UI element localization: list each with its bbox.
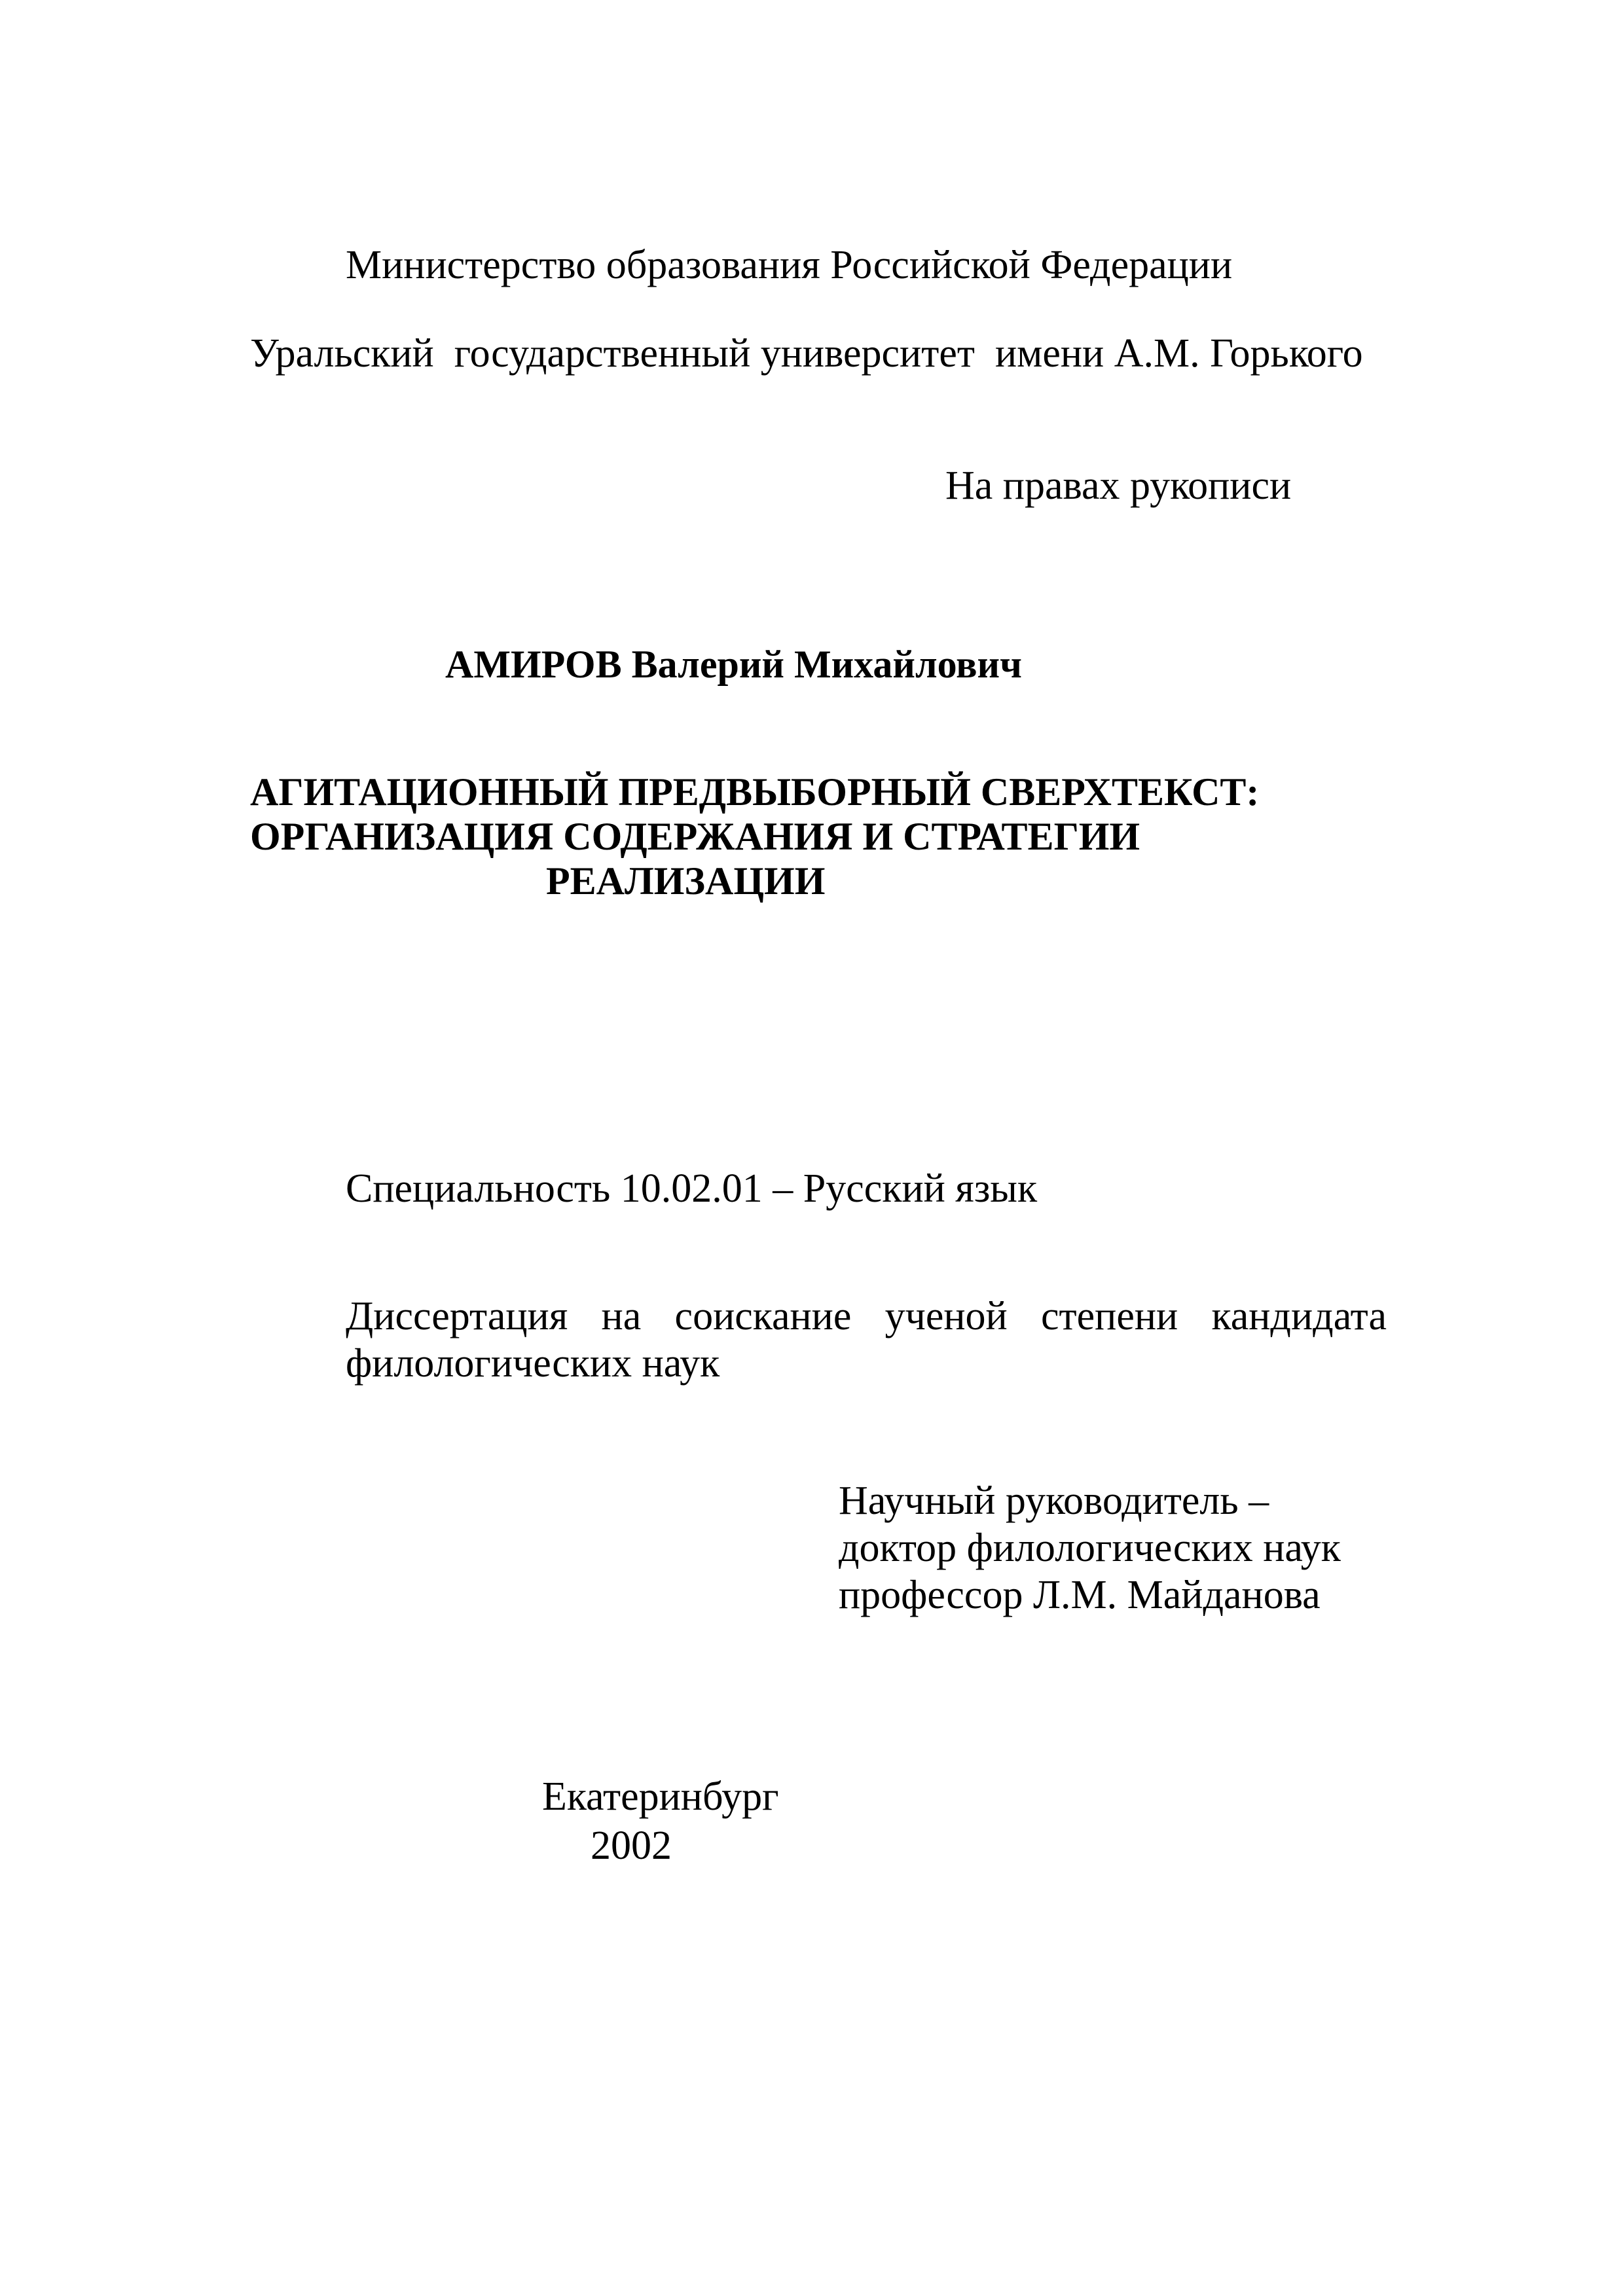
author-name: АМИРОВ Валерий Михайлович bbox=[445, 643, 1022, 686]
supervisor-block bbox=[839, 1477, 1341, 1619]
dissertation-word: степени bbox=[1041, 1294, 1178, 1338]
title-line-2: ОРГАНИЗАЦИЯ СОДЕРЖАНИЯ И СТРАТЕГИИ bbox=[250, 815, 1140, 858]
ministry-heading: Министерство образования Российской Федерации bbox=[346, 243, 1233, 287]
dissertation-word: на bbox=[601, 1294, 642, 1338]
dissertation-word: Диссертация bbox=[346, 1294, 568, 1338]
dissertation-title bbox=[250, 770, 1298, 903]
specialty: Специальность 10.02.01 – Русский язык bbox=[346, 1166, 1038, 1211]
dissertation-word: соискание bbox=[674, 1294, 852, 1338]
university-heading: Уральский государственный университет имени А.М. Горького bbox=[250, 331, 1363, 376]
title-line-1: АГИТАЦИОННЫЙ ПРЕДВЫБОРНЫЙ СВЕРХТЕКСТ: bbox=[250, 770, 1260, 814]
dissertation-word: ученой bbox=[884, 1294, 1008, 1338]
supervisor-role: Научный руководитель – bbox=[839, 1479, 1269, 1523]
supervisor-name: профессор Л.М. Майданова bbox=[839, 1573, 1321, 1617]
dissertation-line-2: филологических наук bbox=[346, 1341, 720, 1386]
place: Екатеринбург bbox=[542, 1774, 779, 1819]
dissertation-word: кандидата bbox=[1211, 1294, 1387, 1338]
manuscript-note: На правах рукописи bbox=[945, 463, 1292, 508]
supervisor-degree: доктор филологических наук bbox=[839, 1526, 1341, 1570]
title-line-3: РЕАЛИЗАЦИИ bbox=[546, 859, 826, 903]
dissertation-line-1 bbox=[346, 1293, 1387, 1340]
dissertation-statement bbox=[346, 1293, 1387, 1387]
year: 2002 bbox=[591, 1823, 672, 1868]
